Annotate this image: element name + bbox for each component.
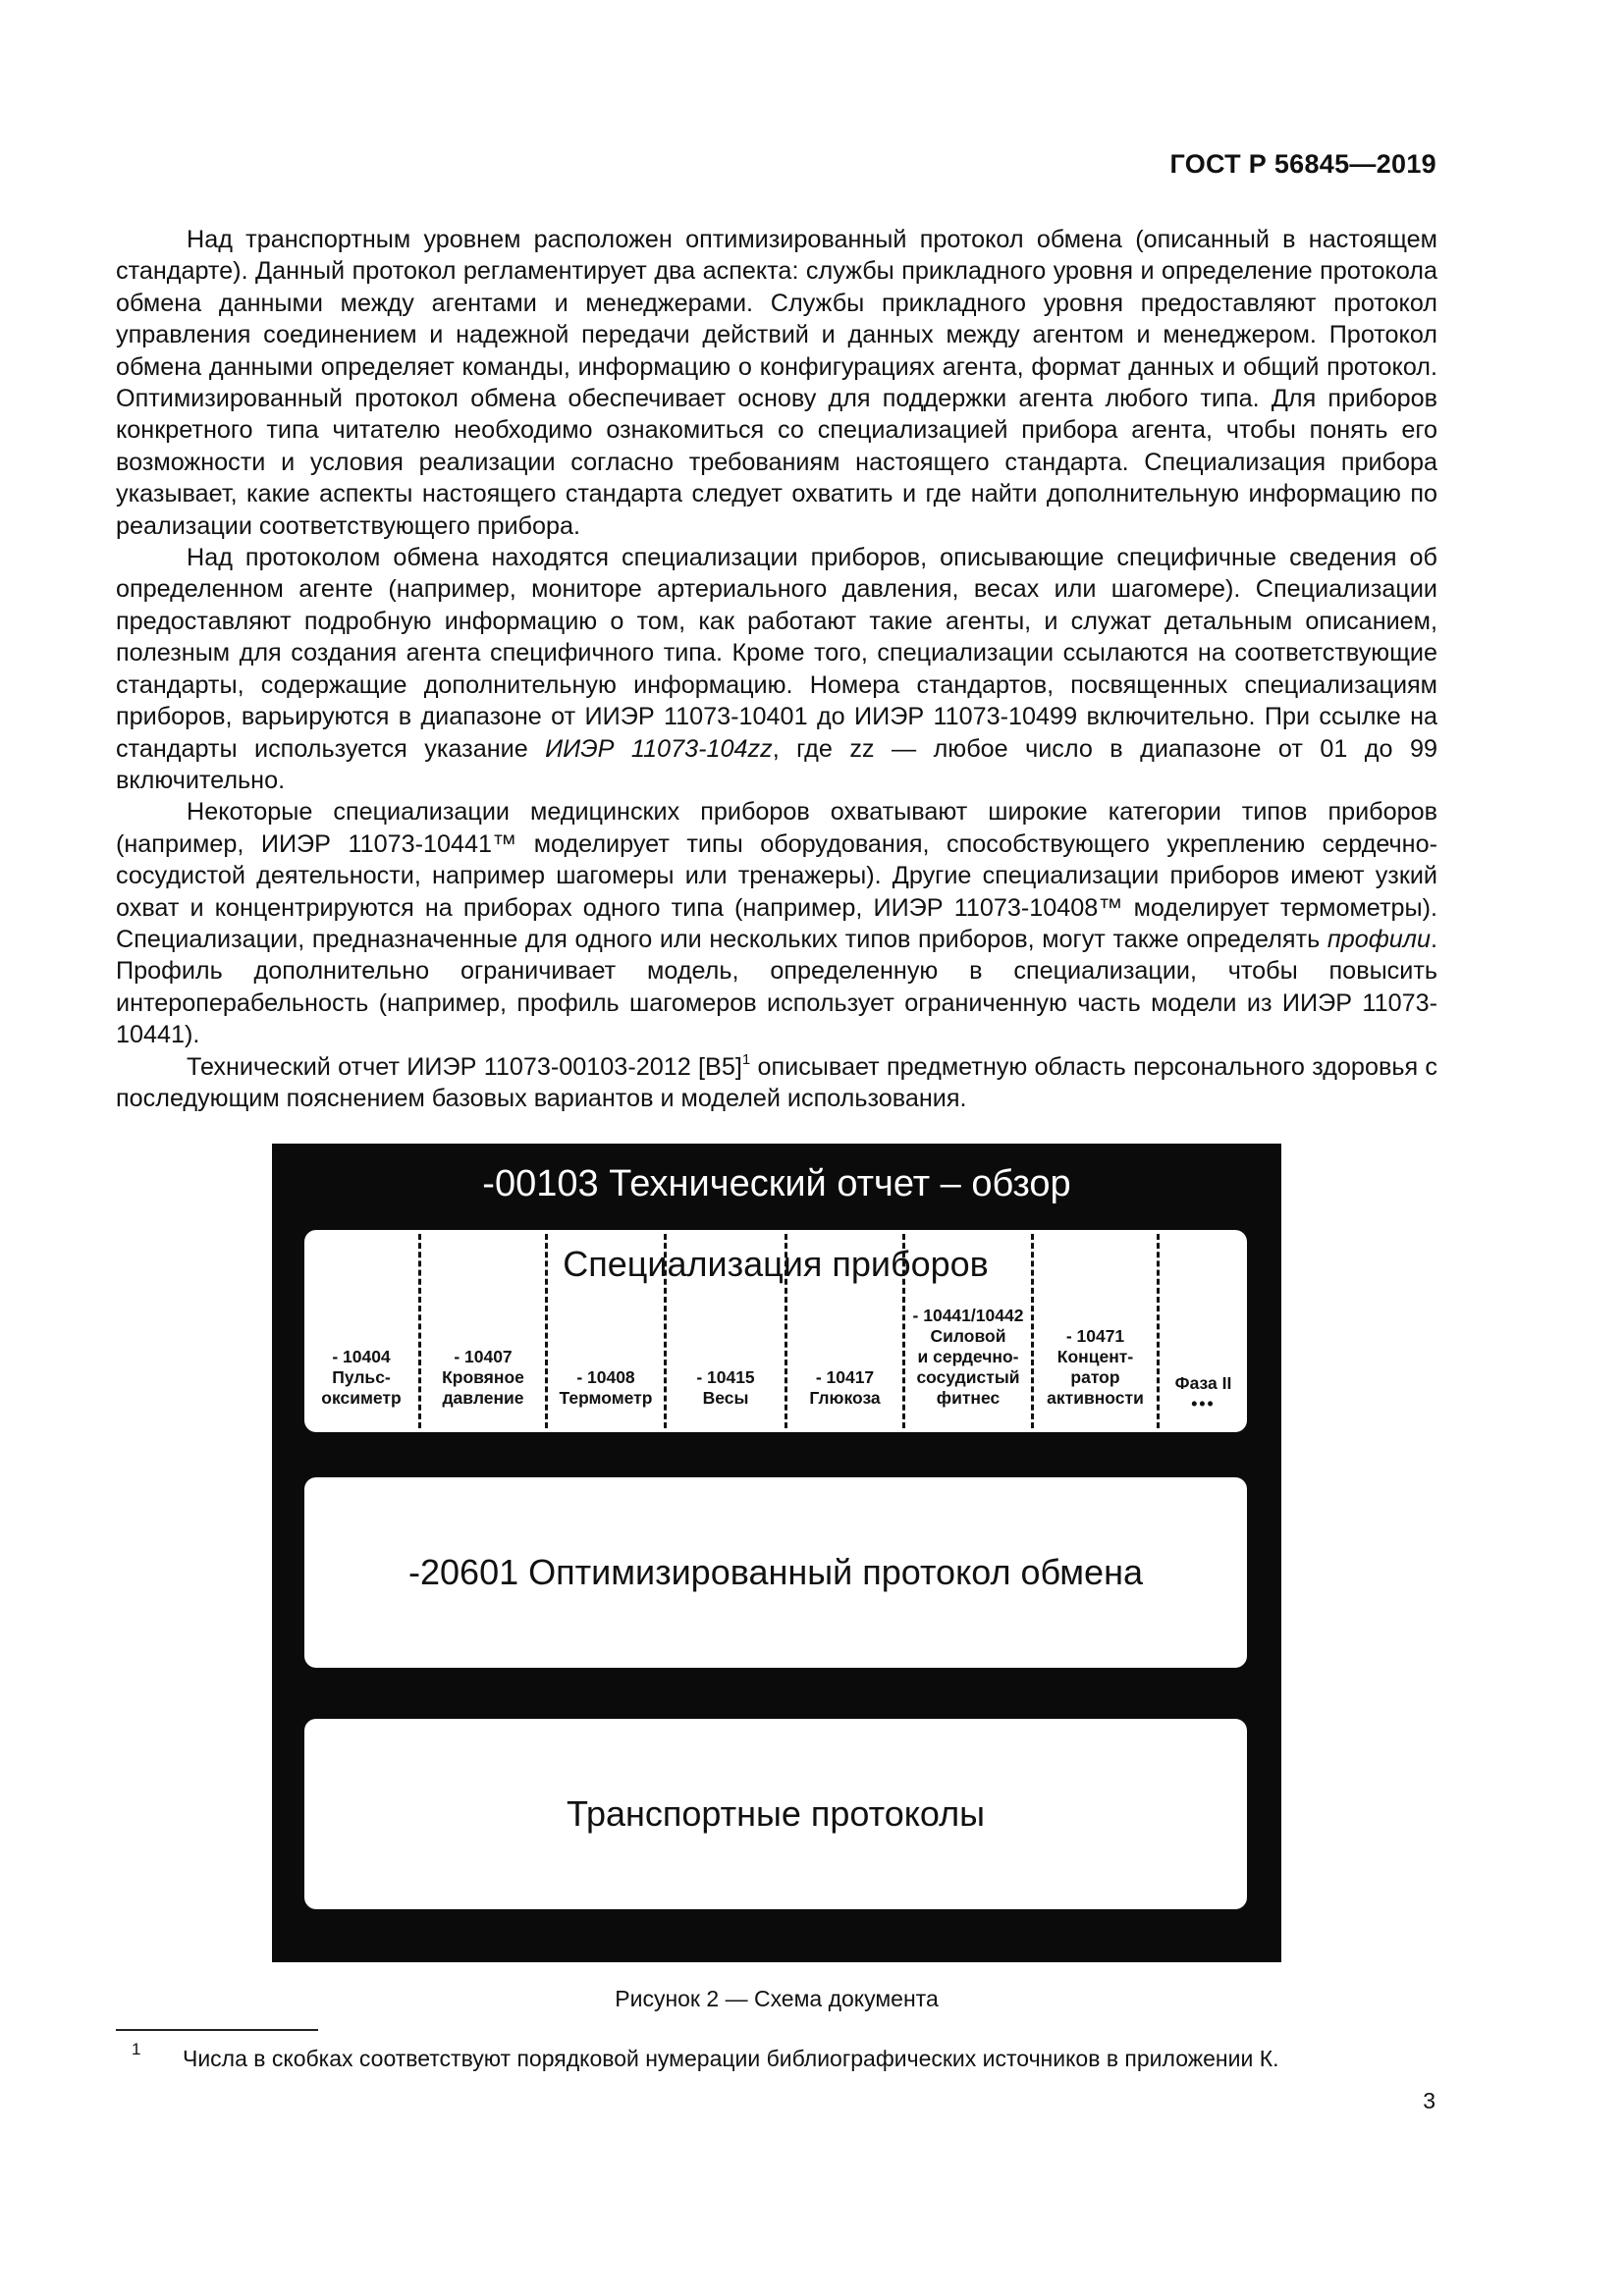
spec-column	[667, 1230, 785, 1432]
paragraph-1-text: Над транспортным уровнем расположен оптимизированный протокол обмена (описанный в настоящем стандарте). Данный протокол регламентирует два аспекта: службы прикладного уровня и определение протокола обмена данными между агентами и менеджерами. Службы прикладного уровня предоставляют протокол управления соединением и надежной передачи действий и данных между агентом и менеджером. Протокол обмена данными определяет команды, информацию о конфигурациях агента, формат данных и общий протокол. Оптимизированный протокол обмена обеспечивает основу для поддержки агента любого типа. Для приборов конкретного типа читателю необходимо ознакомиться со специализацией прибора агента, чтобы понять его возможности и условия реализации согласно требованиям настоящего стандарта. Специализация прибора указывает, какие аспекты настоящего стандарта следует охватить и где найти дополнительную информацию по реализации соответствующего прибора.	[116, 226, 1437, 540]
paragraph-3-end: . Профиль дополнительно ограничивает модель, определенную в специализации, чтобы повысить интероперабельность (например, профиль шагомеров использует ограниченную часть модели из ИИЭР 11073-10441).	[116, 925, 1437, 1049]
footnote-mark: 1	[132, 2040, 141, 2058]
spec-column-phase	[1175, 1373, 1232, 1415]
paragraph-2-italic: ИИЭР 11073-104zz	[545, 734, 773, 763]
paragraph-2	[116, 542, 1437, 796]
specialization-columns	[304, 1230, 1247, 1432]
footnote	[132, 2040, 1279, 2072]
paragraph-4-end: описывает предметную область персонального здоровья с последующим пояснением базовых вариантов и моделей использования.	[116, 1052, 1437, 1112]
spec-column	[421, 1230, 545, 1432]
body-text	[116, 224, 1437, 1114]
paragraph-2-end: , где zz — любое число в диапазоне от 01 до 99 включительно.	[116, 734, 1437, 794]
spec-column	[304, 1230, 418, 1432]
spec-column-label: - 10408 Термометр	[559, 1367, 653, 1408]
spec-column-label: - 10404 Пульс- оксиметр	[321, 1347, 402, 1408]
exchange-protocol-box: -20601 Оптимизированный протокол обмена	[304, 1477, 1247, 1668]
paragraph-2-text: Над протоколом обмена находятся специализации приборов, описывающие специфичные сведения об определенном агенте (например, мониторе артериального давления, весах или шагомере). Специализации предоставляют подробную информацию о том, как работают такие агенты, и служат детальным описанием, полезным для создания агента специфичного типа. Кроме того, специализации ссылаются на соответствующие стандарты, содержащие дополнительную информацию. Номера стандартов, посвященных специализациям приборов, варьируются в диапазоне от ИИЭР 11073-10401 до ИИЭР 11073-10499 включительно. При ссылке на стандарты используется указание	[116, 544, 1437, 763]
transport-protocols-box: Транспортные протоколы	[304, 1719, 1247, 1909]
page-number: 3	[1423, 2088, 1435, 2113]
spec-column	[548, 1230, 664, 1432]
paragraph-3	[116, 796, 1437, 1050]
ellipsis: •••	[1191, 1394, 1216, 1414]
spec-column	[905, 1230, 1031, 1432]
paragraph-3-italic: профили	[1326, 925, 1431, 953]
figure-title: -00103 Технический отчет – обзор	[482, 1163, 1071, 1204]
spec-column-label: - 10415 Весы	[696, 1367, 755, 1408]
figure-caption: Рисунок 2 — Схема документа	[615, 1986, 939, 2011]
spec-column	[1034, 1230, 1157, 1432]
footnote-reference: 1	[741, 1050, 751, 1068]
footnote-text: Числа в скобках соответствуют порядковой нумерации библиографических источников в приложении К.	[183, 2046, 1279, 2071]
paragraph-4	[116, 1051, 1437, 1115]
paragraph-4-text: Технический отчет ИИЭР 11073-00103-2012 [B5]	[187, 1052, 742, 1081]
spec-column	[1160, 1230, 1247, 1432]
specialization-title: Специализация приборов	[563, 1244, 989, 1284]
spec-column-label: - 10471 Концент- ратор активности	[1047, 1326, 1144, 1408]
paragraph-3-text: Некоторые специализации медицинских приборов охватывают широкие категории типов приборов (например, ИИЭР 11073-10441™ моделирует типы оборудования, способствующего укреплению сердечно-сосудистой деятельности, например шагомеры или тренажеры). Другие специализации приборов имеют узкий охват и концентрируются на приборах одного типа (например, ИИЭР 11073-10408™ моделирует термометры). Специализации, предназначенные для одного или нескольких типов приборов, могут также определять	[116, 798, 1437, 953]
spec-column-label: - 10417 Глюкоза	[809, 1367, 881, 1408]
device-specialization-panel	[304, 1230, 1247, 1432]
spec-column	[787, 1230, 902, 1432]
spec-column-label: - 10441/10442 Силовой и сердечно- сосудистый фитнес	[912, 1306, 1024, 1408]
footnote-divider	[116, 2029, 318, 2031]
spec-column-label: - 10407 Кровяное давление	[442, 1347, 524, 1408]
document-scheme-figure	[272, 1144, 1281, 1962]
paragraph-1	[116, 224, 1437, 542]
document-id-header: ГОСТ Р 56845—2019	[1169, 149, 1436, 179]
spec-column-label: Фаза II	[1174, 1373, 1232, 1393]
